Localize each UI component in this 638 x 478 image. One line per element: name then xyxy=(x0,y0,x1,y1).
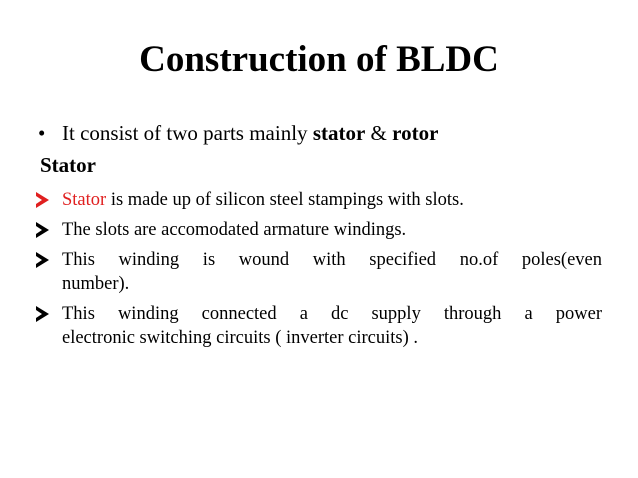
slide-title: Construction of BLDC xyxy=(139,39,499,80)
stator-bullet-list xyxy=(36,188,602,356)
intro-stator: stator xyxy=(312,121,366,145)
list-item xyxy=(36,248,602,296)
intro-amp: & xyxy=(365,121,393,145)
intro-bullet xyxy=(38,120,438,146)
bullet-text: is made up of silicon steel stampings with slots. xyxy=(106,190,464,210)
bullet-text: The slots are accomodated armature windings. xyxy=(62,220,407,240)
intro-rotor: rotor xyxy=(392,121,439,145)
intro-text: It consist of two parts mainly xyxy=(62,121,313,145)
bullet-text-line: This winding connected a dc supply through a power xyxy=(62,304,602,324)
bullet-dot-icon: • xyxy=(38,121,46,145)
bullet-text-line: This winding is wound with specified no.of poles(even xyxy=(62,250,602,270)
arrow-bullet-icon xyxy=(36,252,49,268)
list-item xyxy=(36,218,602,242)
highlight-stator: Stator xyxy=(62,190,107,210)
arrow-bullet-icon xyxy=(36,306,49,322)
arrow-bullet-icon xyxy=(36,222,49,238)
arrow-bullet-icon xyxy=(36,192,49,208)
list-item xyxy=(36,188,602,212)
bullet-text-line: electronic switching circuits ( inverter circuits) . xyxy=(62,328,418,348)
list-item xyxy=(36,302,602,350)
bullet-text-line: number). xyxy=(62,274,130,294)
section-heading-stator: Stator xyxy=(40,153,96,177)
